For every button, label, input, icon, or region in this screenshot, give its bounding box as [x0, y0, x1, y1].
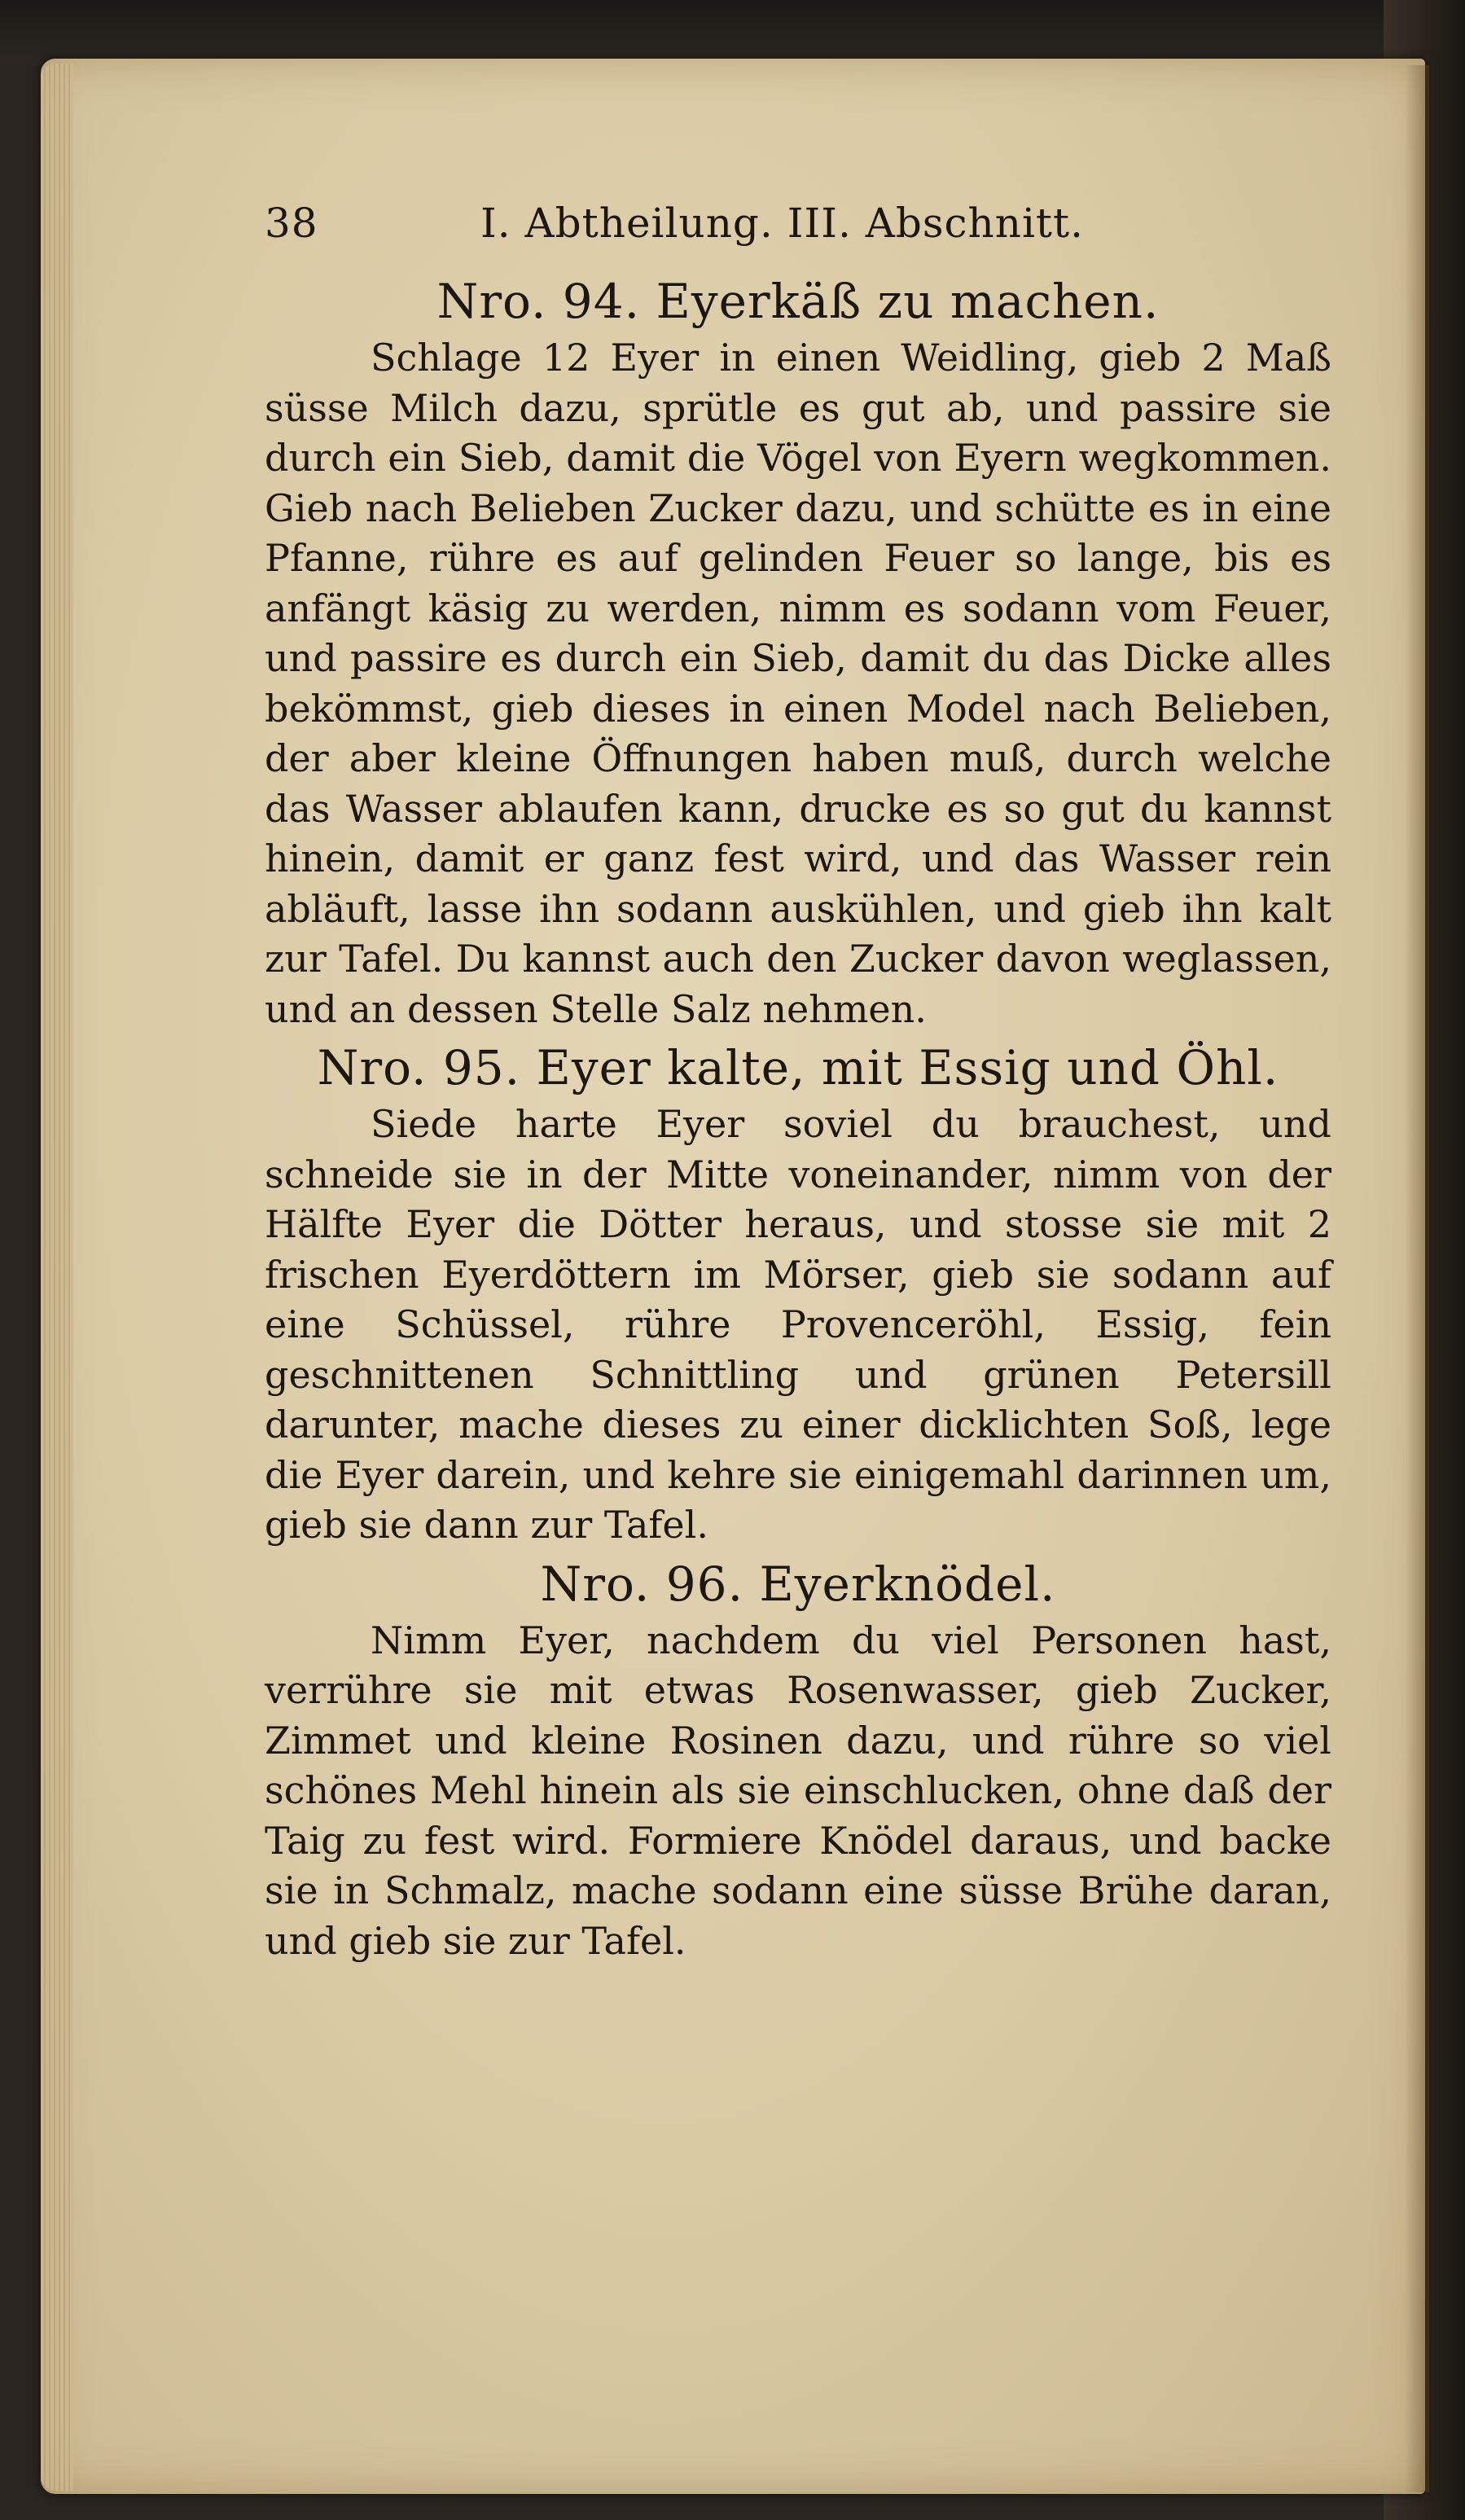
page-gutter-shadow [1405, 65, 1429, 2492]
recipe-title: Nro. 96. Eyerknödel. [540, 1556, 1056, 1612]
recipe-body: Nimm Eyer, nachdem du viel Personen hast, verrühre sie mit etwas Rosenwasser, gieb Zucker, Zimmet und kleine Rosinen dazu, und rühre so viel schönes Mehl hinein als sie einschlucken, ohne daß der Taig zu fest wird. Formiere Knödel daraus, und backe sie in Schmalz, mache sodann eine süsse Brühe daran, und gieb sie zur Tafel. [265, 1618, 1331, 1963]
background-strip [0, 0, 1465, 65]
running-title: I. Abtheilung. III. Abschnitt. [480, 200, 1085, 247]
page-text [265, 200, 1331, 1971]
page-header [265, 200, 1331, 273]
recipe-title: Nro. 95. Eyer kalte, mit Essig und Öhl. [317, 1040, 1279, 1095]
recipe-body: Schlage 12 Eyer in einen Weidling, gieb 2 Maß süsse Milch dazu, sprütle es gut ab, und passire sie durch ein Sieb, damit die Vögel von Eyern wegkommen. Gieb nach Belieben Zucker dazu, und schütte es in eine Pfanne, rühre es auf gelinden Feuer so lange, bis es anfängt käsig zu werden, nimm es sodann vom Feuer, und passire es durch ein Sieb, damit du das Dicke alles bekömmst, gieb dieses in einen Model nach Belieben, der aber kleine Öffnungen haben muß, durch welche das Wasser ablaufen kann, drucke es so gut du kannst hinein, damit er ganz fest wird, und das Wasser rein abläuft, lasse ihn sodann auskühlen, und gieb ihn kalt zur Tafel. Du kannst auch den Zucker davon weglassen, und an dessen Stelle Salz nehmen. [265, 336, 1331, 1031]
recipe-body: Siede harte Eyer soviel du brauchest, und schneide sie in der Mitte voneinander, nimm von der Hälfte Eyer die Dötter heraus, und stosse sie mit 2 frischen Eyerdöttern im Mörser, gieb sie sodann auf eine Schüssel, rühre Provenceröhl, Essig, fein geschnittenen Schnittling und grünen Petersill darunter, mache dieses zu einer dicklichten Soß, lege die Eyer darein, und kehre sie einigemahl darinnen um, gieb sie dann zur Tafel. [265, 1102, 1331, 1547]
recipe-title: Nro. 94. Eyerkäß zu machen. [436, 274, 1160, 329]
page-number: 38 [265, 200, 318, 247]
page-stack-edges [41, 64, 73, 2491]
